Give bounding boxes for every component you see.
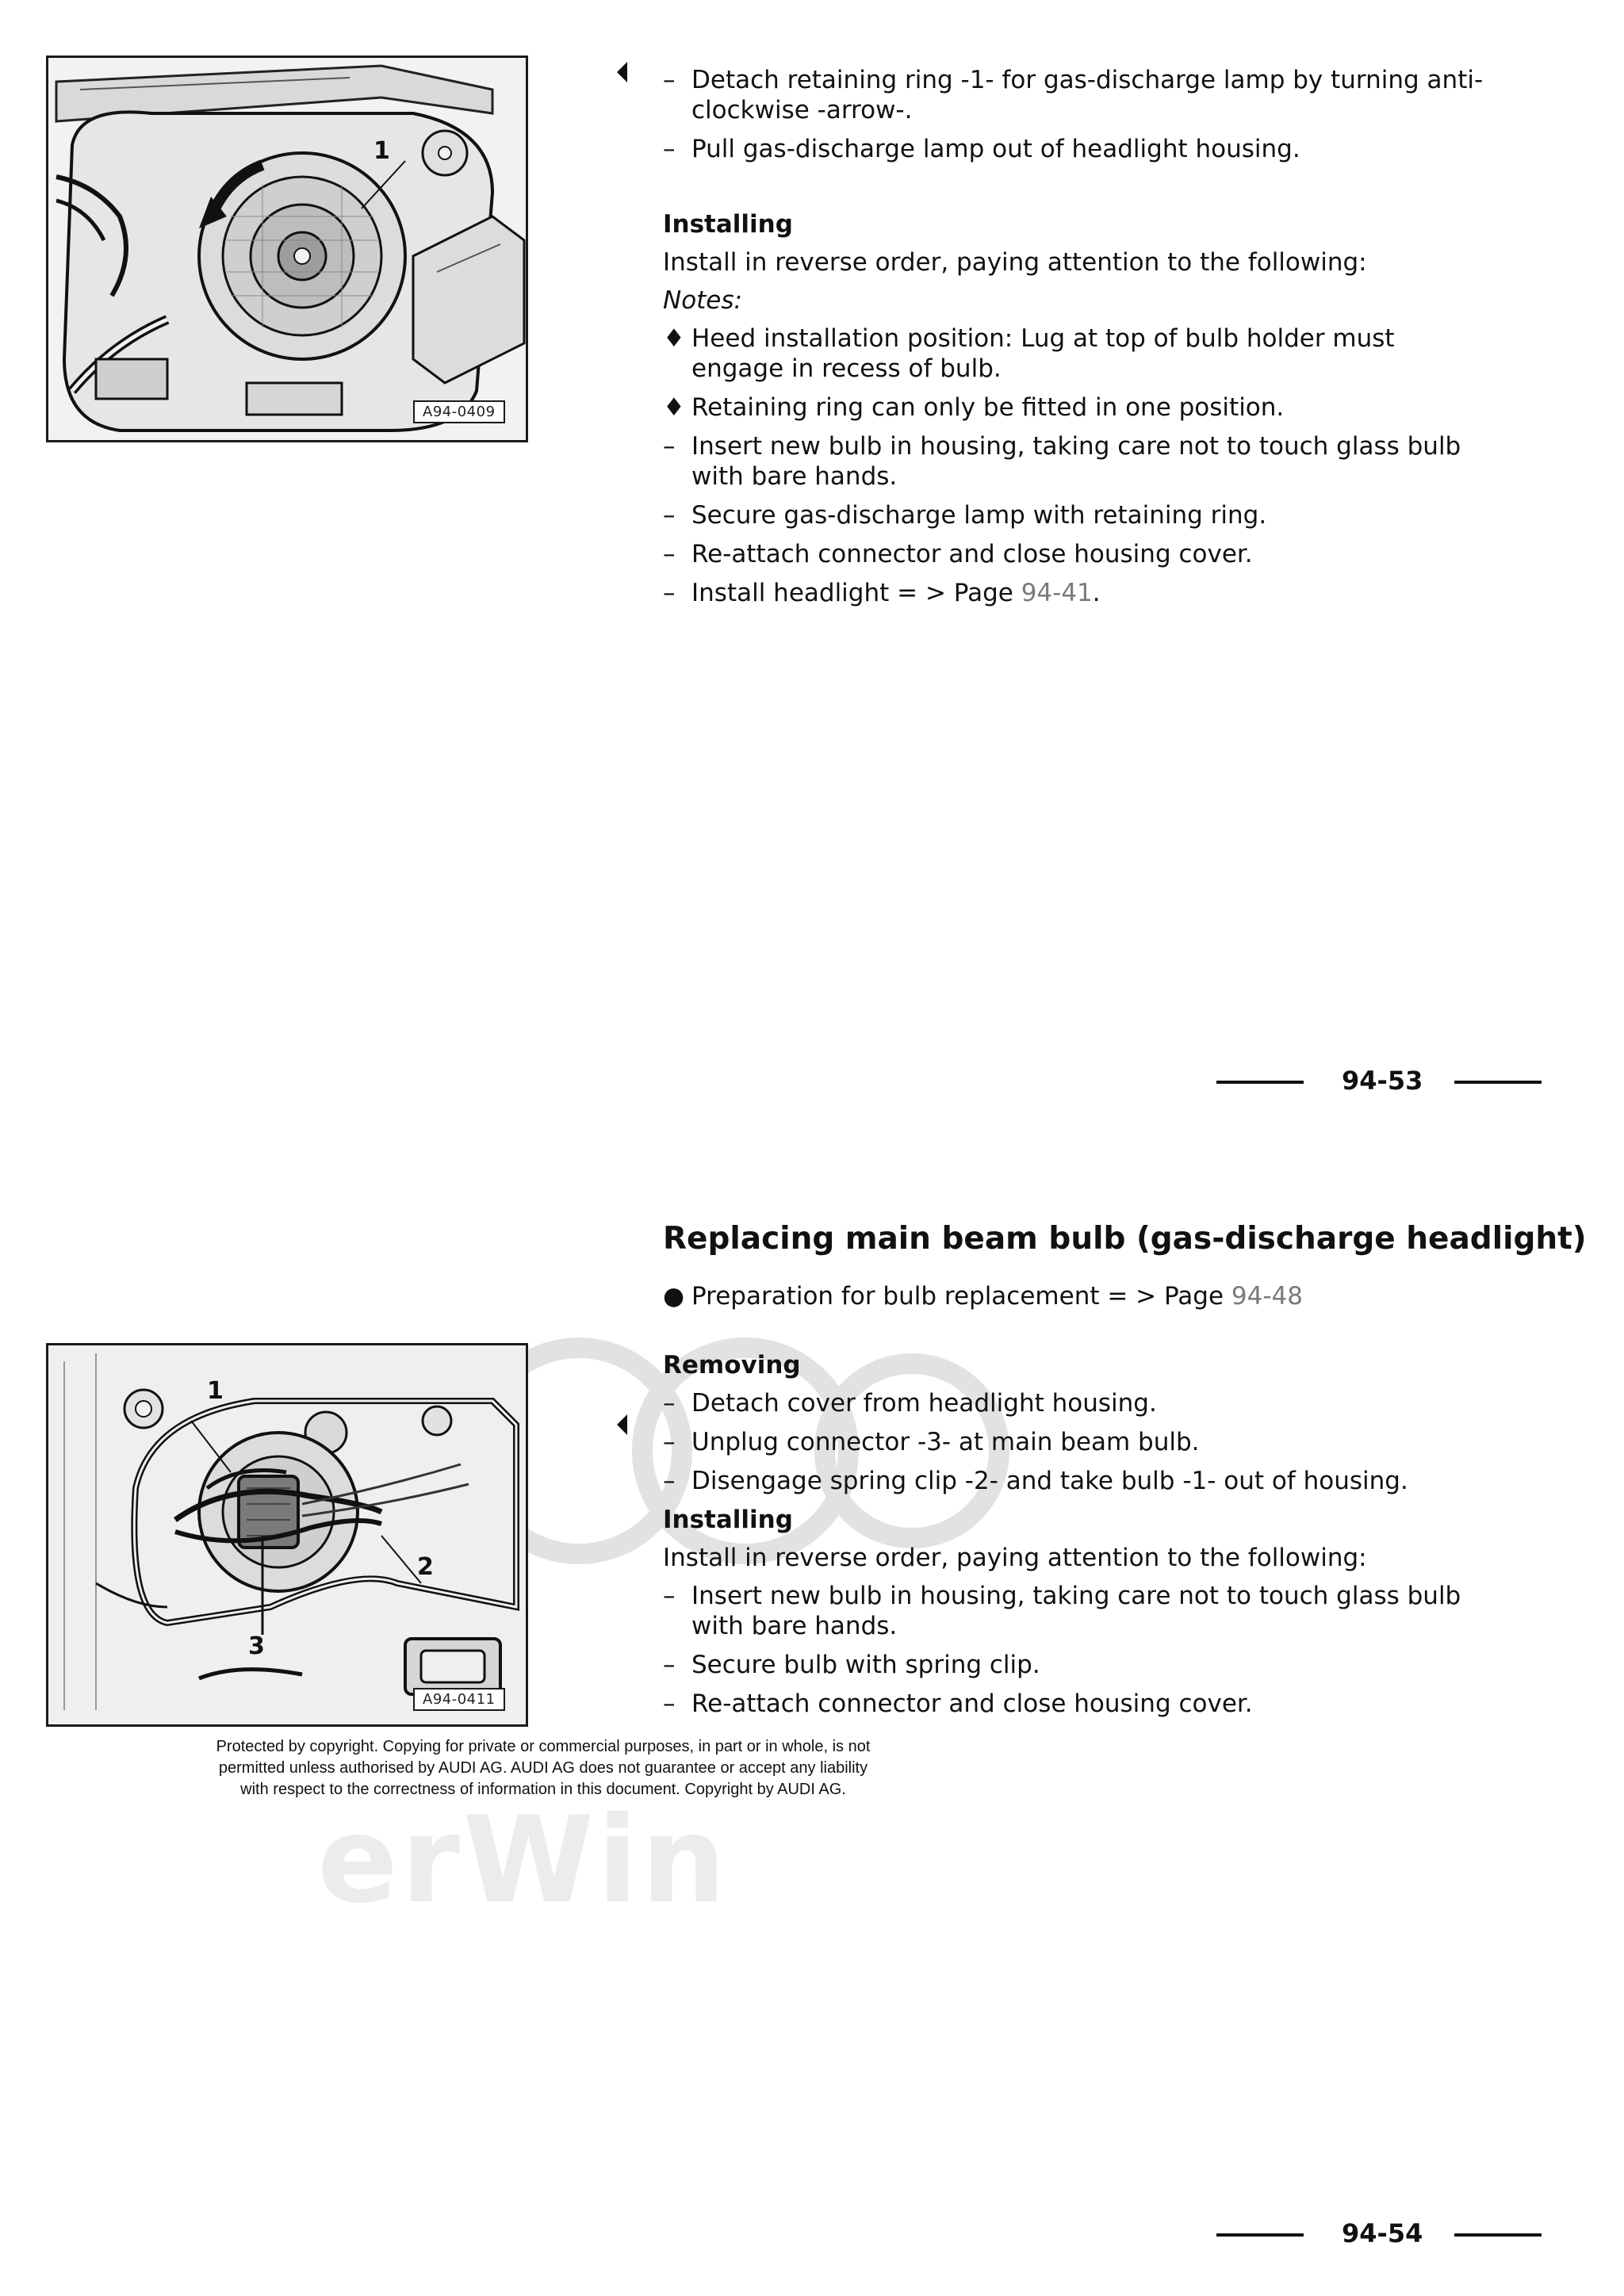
step-insert-new-bulb: – Insert new bulb in housing, taking care not to touch glass bulb with bare hands.	[663, 1582, 1461, 1640]
step-disengage-spring-clip: – Disengage spring clip -2- and take bulb -1- out of housing.	[663, 1467, 1408, 1495]
note-installation-position: ♦ Heed installation position: Lug at top of bulb holder must engage in recess of bulb.	[663, 324, 1395, 383]
step-detach-cover: – Detach cover from headlight housing.	[663, 1389, 1157, 1418]
step-secure-lamp: – Secure gas-discharge lamp with retaining ring.	[663, 501, 1267, 530]
page-number-rule-left	[1216, 1081, 1304, 1084]
installing-intro: Install in reverse order, paying attention to the following:	[663, 1544, 1367, 1572]
callout-3: 3	[248, 1632, 265, 1660]
figure-code: A94-0409	[413, 400, 505, 423]
step-unplug-connector: – Unplug connector -3- at main beam bulb.	[663, 1428, 1200, 1456]
figure-main-beam-bulb	[46, 1343, 528, 1727]
pointer-arrow-icon	[617, 1414, 627, 1435]
page-number-rule-left	[1216, 2233, 1304, 2237]
copyright-notice: Protected by copyright. Copying for private or commercial purposes, in part or in whole, is not permitted unless authorised by AUDI AG. AUDI AG does not guarantee or accept any liability with respect to the correctness of information in this document. Copyright by AUDI AG.	[216, 1738, 871, 1798]
step-secure-bulb: – Secure bulb with spring clip.	[663, 1651, 1040, 1679]
step-reattach-connector: – Re-attach connector and close housing cover.	[663, 540, 1253, 568]
page-number: 94-54	[1342, 2218, 1423, 2248]
installing-heading: Installing	[663, 1506, 793, 1534]
page-number: 94-53	[1342, 1066, 1423, 1096]
page-number-rule-right	[1454, 1081, 1542, 1084]
page-reference-link[interactable]: 94-48	[1231, 1282, 1304, 1311]
step-install-headlight: – Install headlight = > Page 94-41.	[663, 579, 1101, 607]
page2-text-column	[663, 1281, 1488, 1728]
callout-1: 1	[373, 137, 390, 165]
step-reattach-connector: – Re-attach connector and close housing cover.	[663, 1689, 1253, 1718]
pointer-arrow-icon	[617, 62, 627, 82]
section-title: Replacing main beam bulb (gas-discharge headlight)	[663, 1221, 1587, 1257]
step-pull-lamp-out: – Pull gas-discharge lamp out of headlight housing.	[663, 135, 1300, 163]
figure-code: A94-0411	[413, 1688, 505, 1711]
prep-bulb-replacement: ● Preparation for bulb replacement = > Page 94-48	[663, 1282, 1304, 1311]
page1-text-column	[663, 65, 1488, 617]
erwin-watermark: erWin	[317, 1792, 730, 1930]
figure-headlight-rear-retaining-ring	[46, 55, 528, 442]
callout-1: 1	[207, 1377, 224, 1405]
callout-2: 2	[417, 1553, 434, 1581]
step-detach-retaining-ring: – Detach retaining ring -1- for gas-discharge lamp by turning anti-clockwise -arrow-.	[663, 66, 1484, 124]
notes-label: Notes:	[663, 286, 742, 315]
installing-heading: Installing	[663, 210, 793, 239]
step-insert-new-bulb: – Insert new bulb in housing, taking care not to touch glass bulb with bare hands.	[663, 432, 1461, 491]
removing-heading: Removing	[663, 1351, 801, 1380]
page-reference-link[interactable]: 94-41	[1021, 579, 1093, 607]
main-beam-illustration	[48, 1345, 526, 1724]
installing-intro: Install in reverse order, paying attention to the following:	[663, 248, 1367, 277]
headlight-illustration	[48, 58, 526, 440]
page-number-rule-right	[1454, 2233, 1542, 2237]
note-retaining-ring-position: ♦ Retaining ring can only be fitted in one position.	[663, 393, 1285, 422]
